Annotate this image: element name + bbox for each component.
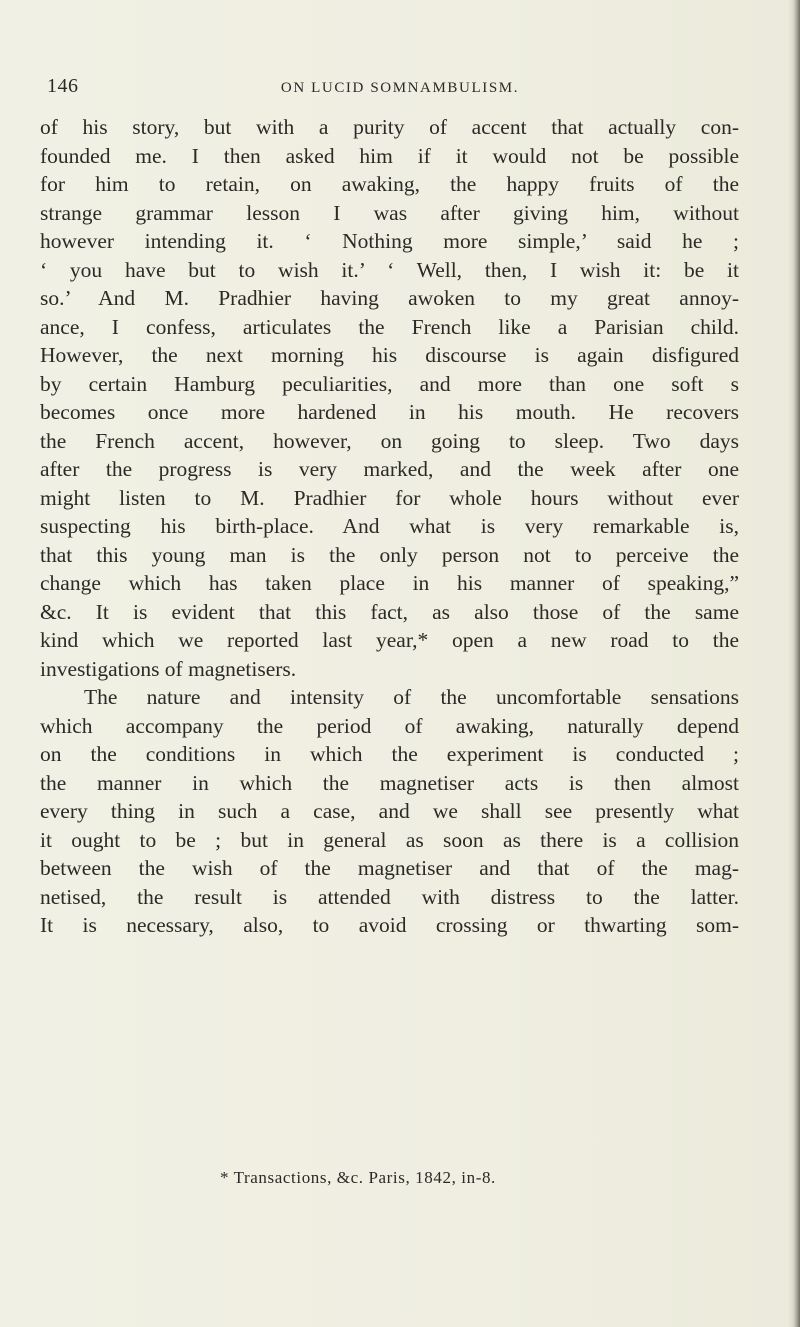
text-line: However, the next morning his discourse is again disfigured [40,343,739,367]
text-line: netised, the result is attended with distress to the latter. [40,884,739,909]
text-line: after the progress is very marked, and the week after one [40,457,739,481]
text-line: every thing in such a case, and we shall see presently what [40,799,739,823]
text-line: investigations of magnetisers. [40,656,297,681]
page-edge-shadow [788,0,800,1327]
text-line: change which has taken place in his manner of speaking,” [40,571,739,595]
body-text [40,113,739,940]
text-line: that this young man is the only person not to perceive the [40,542,739,567]
text-line: strange grammar lesson I was after giving him, without [40,200,739,225]
text-line: the manner in which the magnetiser acts is then almost [40,770,739,795]
text-line: for him to retain, on awaking, the happy fruits of the [40,172,739,196]
text-line: It is necessary, also, to avoid crossing or thwarting som- [40,913,739,937]
page-number: 146 [47,75,79,97]
running-head: ON LUCID SOMNAMBULISM. [280,80,520,96]
text-line: by certain Hamburg peculiarities, and more than one soft s [40,371,739,396]
text-line: &c. It is evident that this fact, as also those of the same [40,599,739,624]
text-line: between the wish of the magnetiser and that of the mag- [40,856,739,880]
text-line: might listen to M. Pradhier for whole hours without ever [40,485,739,510]
text-line: kind which we reported last year,* open a new road to the [40,628,739,652]
footnote: * Transactions, &c. Paris, 1842, in-8. [220,1168,496,1187]
text-line: suspecting his birth-place. And what is very remarkable is, [40,514,739,538]
text-line: on the conditions in which the experiment is conducted ; [40,742,739,766]
text-line: of his story, but with a purity of accent that actually con- [40,115,739,139]
text-line: founded me. I then asked him if it would not be possible [40,143,739,168]
text-line: it ought to be ; but in general as soon as there is a collision [40,827,739,852]
text-line: ance, I confess, articulates the French like a Parisian child. [40,314,739,339]
text-line: however intending it. ‘ Nothing more simple,’ said he ; [40,229,739,253]
text-line: ‘ you have but to wish it.’ ‘ Well, then, I wish it: be it [40,257,739,282]
text-line: which accompany the period of awaking, naturally depend [40,713,739,738]
text-line: The nature and intensity of the uncomfortable sensations [84,685,739,709]
text-line: the French accent, however, on going to sleep. Two days [40,428,739,453]
text-line: becomes once more hardened in his mouth. He recovers [40,400,739,424]
text-line: so.’ And M. Pradhier having awoken to my great annoy- [40,286,739,310]
